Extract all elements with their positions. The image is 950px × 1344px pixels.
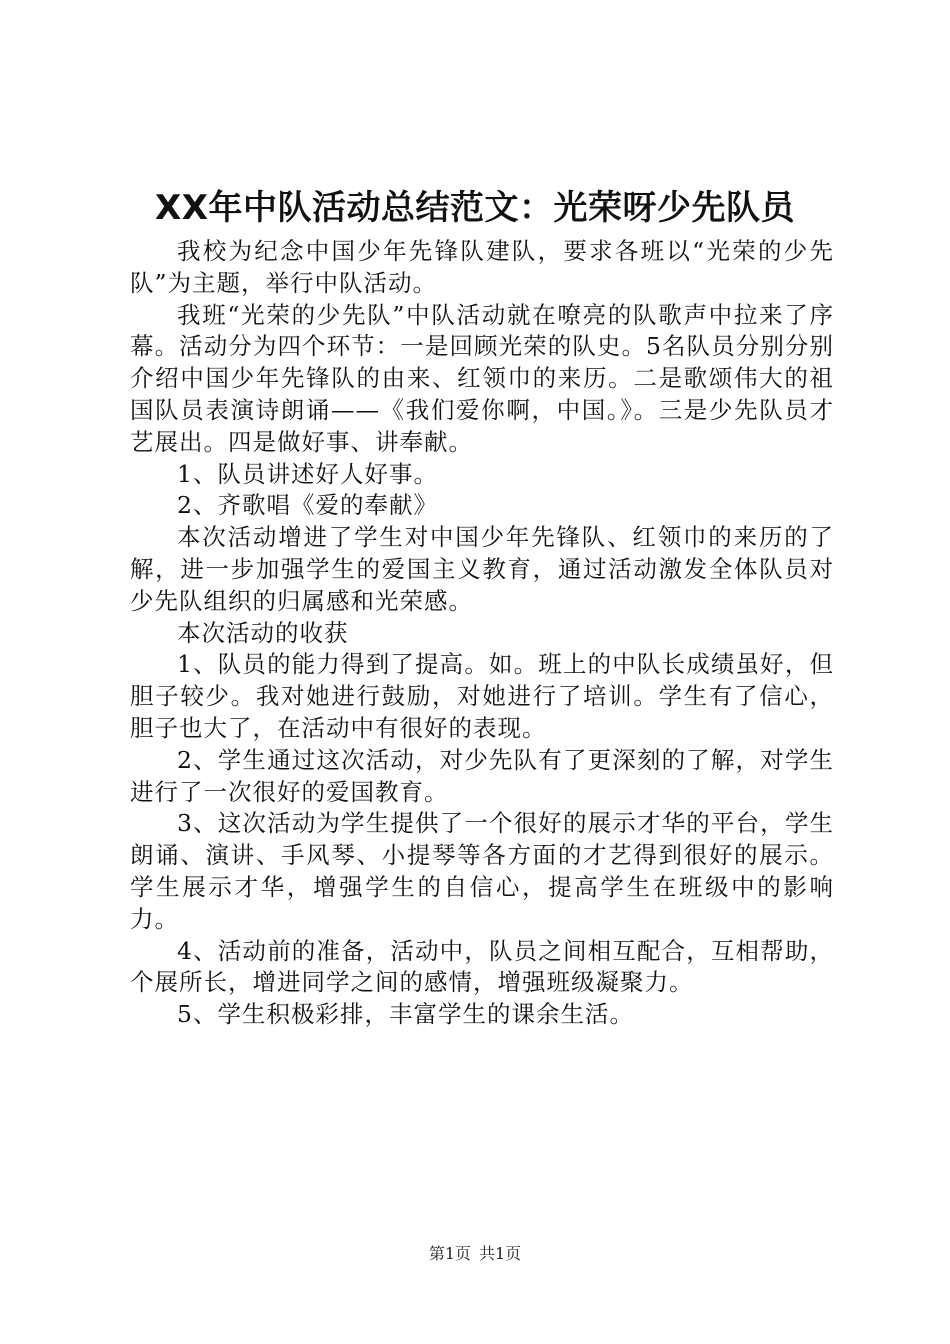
page-number: 第1页	[428, 1244, 471, 1263]
paragraph: 2、学生通过这次活动，对少先队有了更深刻的了解，对学生进行了一次很好的爱国教育。	[130, 745, 834, 806]
paragraph: 1、队员的能力得到了提高。如。班上的中队长成绩虽好，但胆子较少。我对她进行鼓励，对她进行了培训。学生有了信心，胆子也大了，在活动中有很好的表现。	[130, 650, 834, 742]
page-footer	[0, 1244, 950, 1264]
document-body	[130, 236, 834, 1031]
paragraph: 2、齐歌唱《爱的奉献》	[177, 491, 438, 520]
paragraph: 本次活动的收获	[177, 618, 349, 647]
paragraph: 5、学生积极彩排，丰富学生的课余生活。	[177, 1000, 634, 1029]
paragraph: 我校为纪念中国少年先锋队建队，要求各班以“光荣的少先队”为主题，举行中队活动。	[130, 237, 834, 297]
document-title: XX年中队活动总结范文：光荣呀少先队员	[155, 188, 795, 228]
paragraph: 1、队员讲述好人好事。	[177, 459, 438, 488]
page-total: 共1页	[479, 1244, 522, 1263]
paragraph: 我班“光荣的少先队”中队活动就在嘹亮的队歌声中拉来了序幕。活动分为四个环节：一是回顾光荣的队史。5名队员分别分别介绍中国少年先锋队的由来、红领巾的来历。二是歌颂伟大的祖国队员表演诗朗诵——《我们爱你啊，中国。》。三是少先队员才艺展出。四是做好事、讲奉献。	[130, 300, 834, 456]
paragraph: 4、活动前的准备，活动中，队员之间相互配合，互相帮助，个展所长，增进同学之间的感情，增强班级凝聚力。	[130, 936, 834, 997]
paragraph: 本次活动增进了学生对中国少年先锋队、红领巾的来历的了解，进一步加强学生的爱国主义教育，通过活动激发全体队员对少先队组织的归属感和光荣感。	[130, 523, 834, 615]
paragraph: 3、这次活动为学生提供了一个很好的展示才华的平台，学生朗诵、演讲、手风琴、小提琴等各方面的才艺得到很好的展示。学生展示才华，增强学生的自信心，提高学生在班级中的影响力。	[130, 809, 834, 933]
